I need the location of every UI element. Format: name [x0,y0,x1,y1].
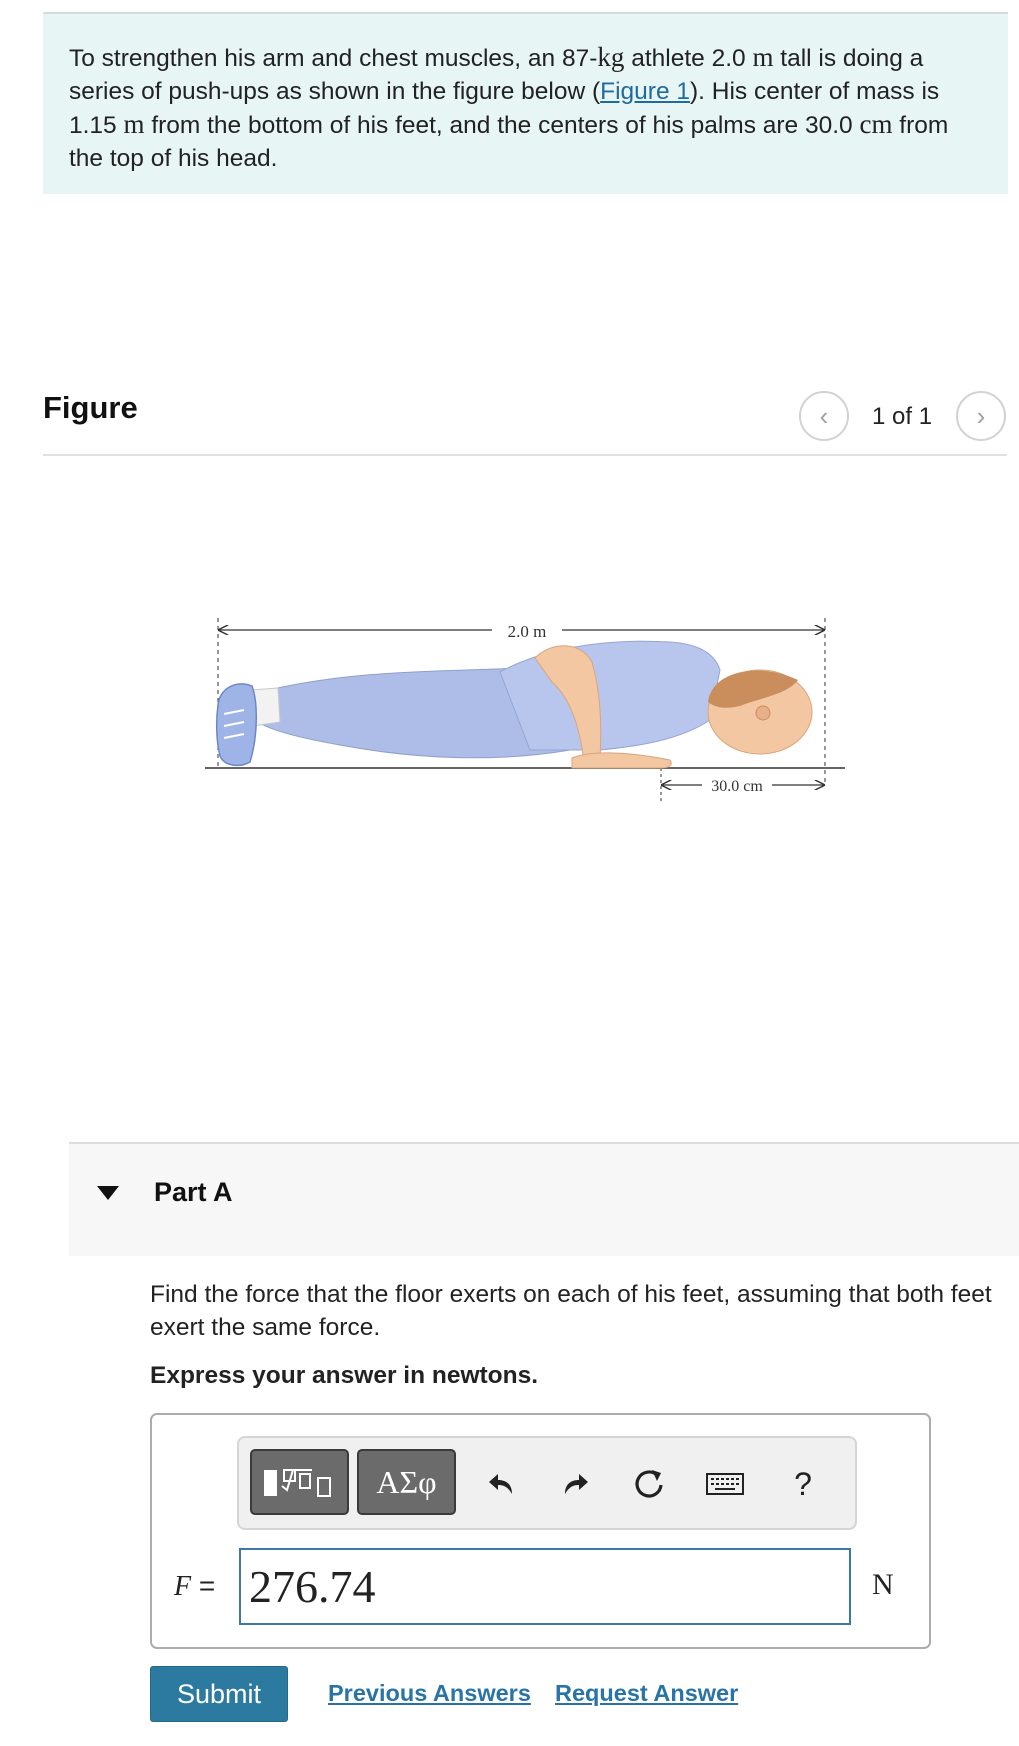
redo-icon [559,1468,591,1500]
chevron-right-icon: › [976,400,986,431]
previous-answers-link[interactable]: Previous Answers [328,1680,531,1706]
request-answer-link[interactable]: Request Answer [555,1680,739,1706]
chevron-left-icon: ‹ [819,400,829,431]
part-a-title: Part A [154,1177,233,1207]
undo-button[interactable] [482,1464,522,1504]
problem-text: To strengthen his arm and chest muscles, an 87-kg athlete 2.0 m tall is doing a series of push-ups as shown in the figure below (Figure 1). His center of mass is 1.15 m from the bottom of his feet, and the centers of his palms are 30.0 cm from the top of his head. [69,42,949,172]
figure-title: Figure [43,390,138,425]
unit-label: N [872,1568,894,1601]
help-button[interactable]: ? [794,1465,812,1502]
problem-statement [43,12,1008,194]
answer-input[interactable] [239,1548,851,1625]
length-label: 2.0 m [507,622,547,641]
keyboard-icon [706,1471,744,1497]
part-a-header[interactable] [69,1142,1019,1256]
templates-icon [260,1460,340,1504]
palm-offset-label: 30.0 cm [711,778,763,795]
templates-button[interactable] [250,1449,349,1515]
pushup-figure [200,610,850,820]
shirt [500,641,720,750]
hand [572,753,671,768]
submit-button[interactable]: Submit [150,1666,288,1722]
reset-button[interactable] [629,1464,669,1504]
question-text: Find the force that the floor exerts on each of his feet, assuming that both feet exert the same force. [150,1281,992,1341]
symbols-button[interactable]: ΑΣφ [357,1449,456,1515]
variable-label: F = [174,1570,216,1602]
figure-link[interactable]: Figure 1 [600,77,691,105]
ear [756,706,770,720]
divider [43,454,1007,456]
next-figure-button[interactable] [956,391,1006,441]
answer-instruction: Express your answer in newtons. [150,1362,539,1389]
previous-figure-button[interactable] [799,391,849,441]
keyboard-button[interactable] [705,1464,745,1504]
answer-box [150,1413,931,1649]
figure-counter: 1 of 1 [872,403,933,430]
shoe [217,684,257,765]
collapse-arrow-icon[interactable] [97,1186,119,1200]
redo-button[interactable] [555,1464,595,1504]
undo-icon [486,1468,518,1500]
math-toolbar [237,1436,857,1530]
reset-icon [632,1467,666,1501]
